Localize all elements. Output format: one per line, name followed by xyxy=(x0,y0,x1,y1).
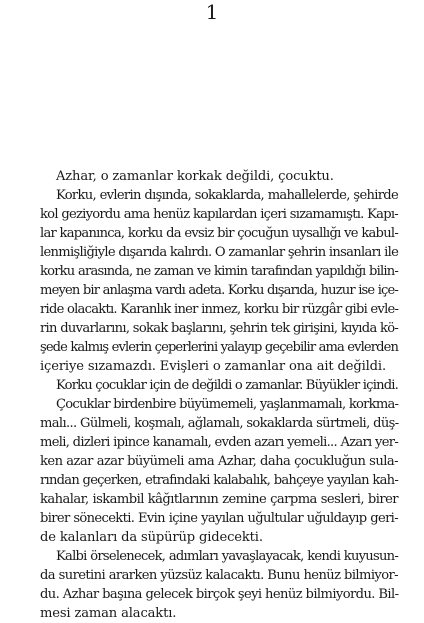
text-line: meyen bir anlaşma vardı adeta. Korku dışarıda, huzur ise içe- xyxy=(40,283,398,298)
text-line: rin duvarlarını, sokak başlarını, şehrin tek girişini, kıyıda kö- xyxy=(40,321,399,336)
text-line: içeriye sızamazdı. Evişleri o zamanlar ona ait değildi. xyxy=(40,359,386,374)
text-line: Korku çocuklar için de değildi o zamanlar. Büyükler içindi. xyxy=(56,378,399,393)
text-line: korku arasında, ne zaman ve kimin tarafından yapıldığı bilin- xyxy=(40,264,398,279)
text-line: ken azar azar büyümeli ama Azhar, daha çocukluğun sula- xyxy=(40,454,398,469)
text-line: Azhar, o zamanlar korkak değildi, çocuktu. xyxy=(56,169,334,184)
text-line: Kalbi örselenecek, adımları yavaşlayacak, kendi kuyusun- xyxy=(56,549,398,564)
text-line: Çocuklar birdenbire büyümemeli, yaşlanmamalı, korkma- xyxy=(56,397,399,412)
text-line: de kalanları da süpürüp gidecekti. xyxy=(40,530,263,545)
text-line: lar kapanınca, korku da evsiz bir çocuğun uysallığı ve kabul- xyxy=(40,226,398,241)
body-text xyxy=(40,167,398,623)
text-line: şede kalmış evlerin çeperlerini yalayıp geçebilir ama evlerden xyxy=(40,340,398,355)
text-line: da suretini ararken yüzsüz kalacaktı. Bunu henüz bilmiyor- xyxy=(40,568,398,583)
text-line: Korku, evlerin dışında, sokaklarda, mahallelerde, şehirde xyxy=(56,188,398,203)
text-line: mesi zaman alacaktı. xyxy=(40,606,177,621)
text-line: kol geziyordu ama henüz kapılardan içeri sızamamıştı. Kapı- xyxy=(40,207,398,222)
chapter-number: 1 xyxy=(205,0,219,24)
text-line: birer sönecekti. Evin içine yayılan uğultular uğuldayıp geri- xyxy=(40,511,398,526)
text-line: rından geçerken, etrafındaki kalabalık, bahçeye yayılan kah- xyxy=(40,473,398,488)
text-line: du. Azhar başına gelecek birçok şeyi henüz bilmiyordu. Bil- xyxy=(40,587,399,602)
text-line: malı... Gülmeli, koşmalı, ağlamalı, sokaklarda sürtmeli, düş- xyxy=(40,416,399,431)
text-line: meli, dizleri ipince kanamalı, evden azarı yemeli... Azarı yer- xyxy=(40,435,399,450)
text-line: kahalar, iskambil kâğıtlarının zemine çarpma sesleri, birer xyxy=(40,492,398,507)
text-line: ride olacaktı. Karanlık iner inmez, korku bir rüzgâr gibi evle- xyxy=(40,302,399,317)
text-line: lenmişliğiyle dışarıda kalırdı. O zamanlar şehrin insanları ile xyxy=(40,245,399,260)
